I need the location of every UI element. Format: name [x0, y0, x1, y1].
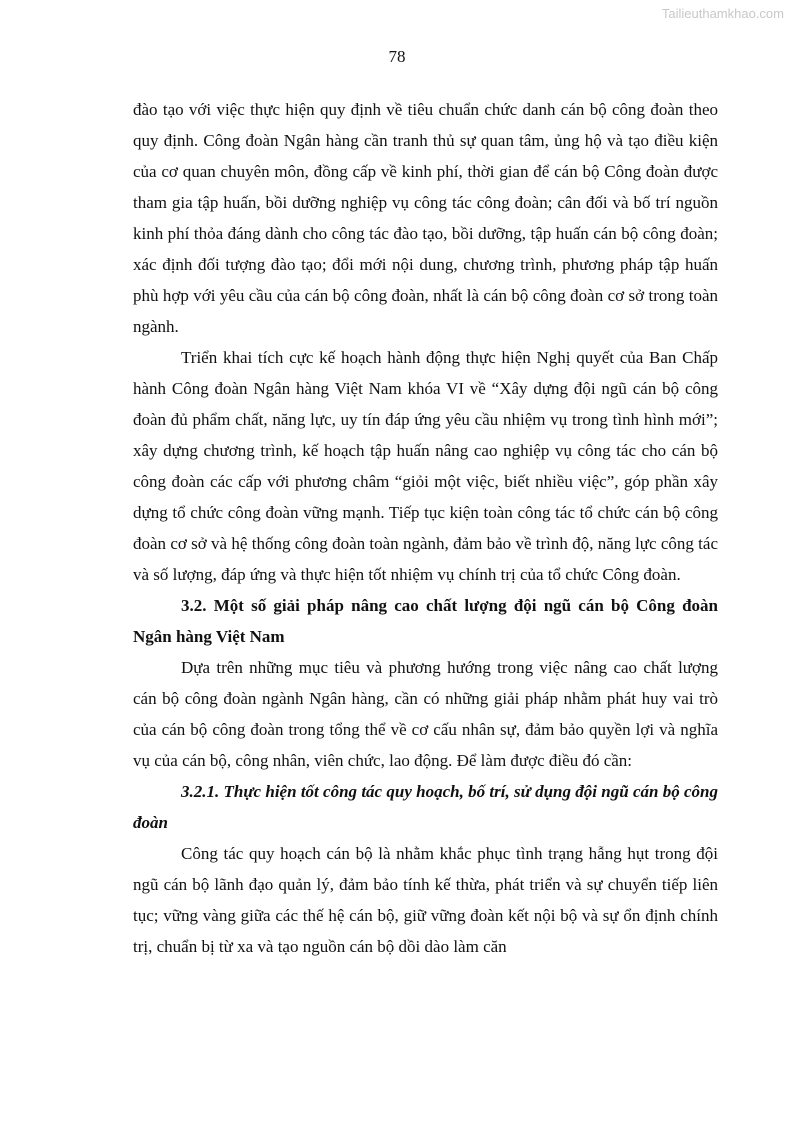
- section-heading: 3.2. Một số giải pháp nâng cao chất lượng đội ngũ cán bộ Công đoàn Ngân hàng Việt Nam: [133, 596, 718, 646]
- document-body: [133, 94, 718, 962]
- paragraph-3: Dựa trên những mục tiêu và phương hướng trong việc nâng cao chất lượng cán bộ công đoàn ngành Ngân hàng, cần có những giải pháp nhằm phát huy vai trò của cán bộ công đoàn trong tổng thể về cơ cấu nhân sự, đảm bảo quyền lợi và nghĩa vụ của cán bộ, công nhân, viên chức, lao động. Để làm được điều đó cần:: [133, 658, 718, 770]
- paragraph-2: Triển khai tích cực kế hoạch hành động thực hiện Nghị quyết của Ban Chấp hành Công đoàn Ngân hàng Việt Nam khóa VI về “Xây dựng đội ngũ cán bộ công đoàn đủ phẩm chất, năng lực, uy tín đáp ứng yêu cầu nhiệm vụ trong tình hình mới”; xây dựng chương trình, kế hoạch tập huấn nâng cao nghiệp vụ công tác cho cán bộ công đoàn các cấp với phương châm “giỏi một việc, biết nhiều việc”, góp phần xây dựng tổ chức công đoàn vững mạnh. Tiếp tục kiện toàn công tác tổ chức cán bộ công đoàn cơ sở và hệ thống công đoàn toàn ngành, đảm bảo về trình độ, năng lực công tác và số lượng, đáp ứng và thực hiện tốt nhiệm vụ chính trị của tổ chức Công đoàn.: [133, 348, 718, 584]
- watermark: Tailieuthamkhao.com: [661, 6, 784, 21]
- subsection-heading: 3.2.1. Thực hiện tốt công tác quy hoạch, bố trí, sử dụng đội ngũ cán bộ công đoàn: [133, 782, 718, 832]
- page-number: 78: [388, 47, 406, 66]
- paragraph-1: đào tạo với việc thực hiện quy định về tiêu chuẩn chức danh cán bộ công đoàn theo quy định. Công đoàn Ngân hàng cần tranh thủ sự quan tâm, ủng hộ và tạo điều kiện của cơ quan chuyên môn, đồng cấp về kinh phí, thời gian để cán bộ Công đoàn được tham gia tập huấn, bồi dưỡng nghiệp vụ công tác công đoàn; cân đối và bố trí nguồn kinh phí thỏa đáng dành cho công tác đào tạo, bồi dưỡng, tập huấn cán bộ công đoàn; xác định đối tượng đào tạo; đổi mới nội dung, chương trình, phương pháp tập huấn phù hợp với yêu cầu của cán bộ công đoàn, nhất là cán bộ công đoàn cơ sở trong toàn ngành.: [133, 100, 718, 336]
- paragraph-4: Công tác quy hoạch cán bộ là nhằm khắc phục tình trạng hẫng hụt trong đội ngũ cán bộ lãnh đạo quản lý, đảm bảo tính kế thừa, phát triển và sự chuyển tiếp liên tục; vững vàng giữa các thế hệ cán bộ, giữ vững đoàn kết nội bộ và sự ổn định chính trị, chuẩn bị từ xa và tạo nguồn cán bộ dồi dào làm căn: [133, 844, 718, 956]
